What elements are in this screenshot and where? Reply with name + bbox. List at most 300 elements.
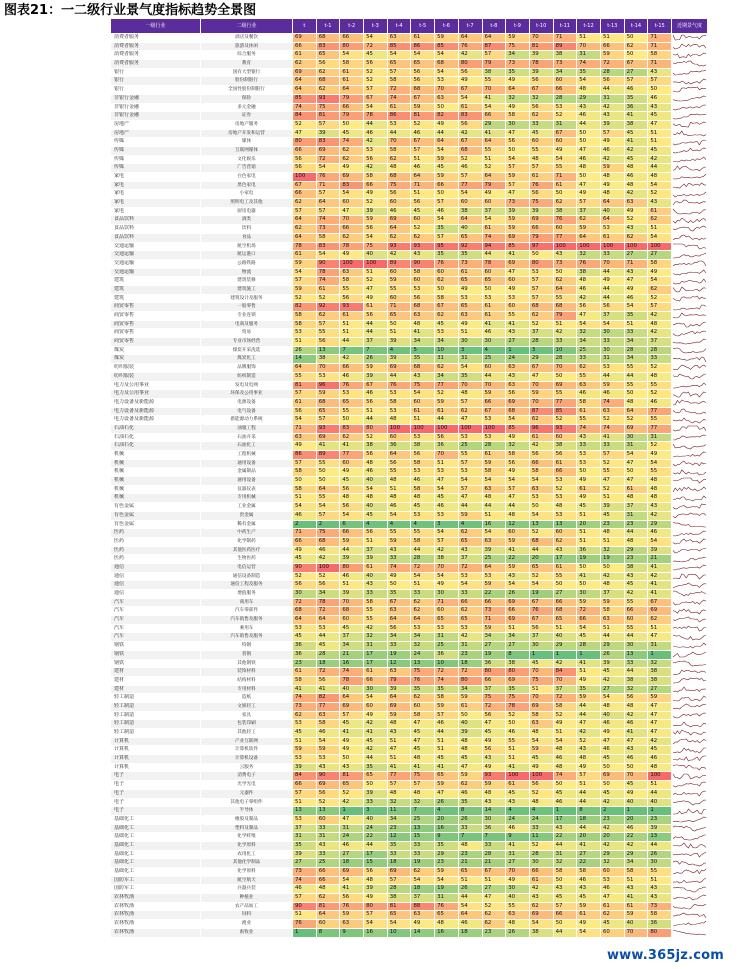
sparkline-line — [673, 782, 706, 787]
value-cell: 32 — [624, 685, 648, 694]
value-cell: 45 — [600, 668, 624, 677]
value-cell: 63 — [600, 616, 624, 625]
value-cell: 69 — [387, 364, 411, 373]
value-cell: 56 — [411, 199, 435, 208]
value-cell: 23 — [600, 815, 624, 824]
value-cell: 62 — [411, 694, 435, 703]
value-cell: 39 — [364, 555, 388, 564]
sparkline-line — [673, 105, 706, 110]
value-cell: 54 — [577, 624, 601, 633]
value-cell: 80 — [506, 668, 530, 677]
value-cell: 45 — [624, 155, 648, 164]
level1-industry: 电子 — [111, 789, 201, 798]
trend-sparkline — [672, 233, 708, 242]
value-cell: 93 — [387, 242, 411, 251]
value-cell: 31 — [458, 642, 482, 651]
value-cell: 26 — [293, 346, 317, 355]
value-cell: 90 — [293, 902, 317, 911]
value-cell: 72 — [600, 60, 624, 69]
value-cell: 36 — [387, 442, 411, 451]
table-row — [111, 164, 708, 173]
value-cell: 2 — [293, 520, 317, 529]
trend-sparkline — [672, 537, 708, 546]
value-cell: 43 — [506, 372, 530, 381]
value-cell: 26 — [600, 650, 624, 659]
value-cell: 81 — [293, 381, 317, 390]
trend-sparkline — [672, 807, 708, 816]
value-cell: 43 — [648, 199, 672, 208]
level1-industry: 轻工制造 — [111, 720, 201, 729]
value-cell: 62 — [482, 920, 506, 929]
value-cell: 29 — [600, 642, 624, 651]
value-cell: 58 — [293, 485, 317, 494]
value-cell: 84 — [553, 668, 577, 677]
value-cell: 76 — [577, 259, 601, 268]
value-cell: 74 — [435, 676, 459, 685]
value-cell: 25 — [482, 555, 506, 564]
table-row — [111, 590, 708, 599]
sparkline-line — [673, 61, 706, 66]
value-cell: 53 — [340, 390, 364, 399]
table-row — [111, 390, 708, 399]
level1-industry: 家电 — [111, 190, 201, 199]
value-cell: 36 — [577, 546, 601, 555]
value-cell: 18 — [577, 815, 601, 824]
value-cell: 31 — [648, 433, 672, 442]
value-cell: 57 — [387, 781, 411, 790]
value-cell: 55 — [624, 598, 648, 607]
value-cell: 46 — [577, 390, 601, 399]
value-cell: 57 — [340, 711, 364, 720]
value-cell: 64 — [387, 225, 411, 234]
value-cell: 1 — [577, 650, 601, 659]
value-cell: 33 — [411, 850, 435, 859]
value-cell: 3 — [364, 807, 388, 816]
value-cell: 25 — [411, 815, 435, 824]
value-cell: 75 — [316, 529, 340, 538]
value-cell: 23 — [648, 815, 672, 824]
value-cell: 63 — [435, 94, 459, 103]
value-cell: 54 — [316, 737, 340, 746]
value-cell: 46 — [411, 164, 435, 173]
value-cell: 53 — [482, 433, 506, 442]
value-cell: 52 — [482, 164, 506, 173]
value-cell: 51 — [648, 225, 672, 234]
sparkline-line — [673, 809, 706, 814]
value-cell: 85 — [506, 242, 530, 251]
value-cell: 52 — [529, 789, 553, 798]
value-cell: 51 — [482, 155, 506, 164]
value-cell: 37 — [482, 207, 506, 216]
trend-sparkline — [672, 199, 708, 208]
value-cell: 45 — [435, 494, 459, 503]
value-cell: 53 — [458, 624, 482, 633]
value-cell: 78 — [316, 598, 340, 607]
value-cell: 49 — [364, 190, 388, 199]
value-cell: 38 — [648, 668, 672, 677]
value-cell: 65 — [340, 781, 364, 790]
value-cell: 51 — [411, 155, 435, 164]
level1-industry: 建材 — [111, 668, 201, 677]
value-cell: 42 — [364, 624, 388, 633]
trend-sparkline — [672, 685, 708, 694]
value-cell: 58 — [340, 60, 364, 69]
value-cell: 72 — [293, 598, 317, 607]
trend-sparkline — [672, 529, 708, 538]
trend-sparkline — [672, 737, 708, 746]
value-cell: 69 — [529, 216, 553, 225]
sparkline-line — [673, 600, 706, 605]
value-cell: 31 — [553, 850, 577, 859]
value-cell: 25 — [482, 355, 506, 364]
sparkline-line — [673, 192, 706, 197]
value-cell: 58 — [648, 51, 672, 60]
value-cell: 62 — [435, 277, 459, 286]
value-cell: 49 — [458, 320, 482, 329]
value-cell: 50 — [648, 86, 672, 95]
sparkline-line — [673, 930, 706, 935]
level2-industry: 专业连锁 — [201, 312, 293, 321]
value-cell: 28 — [529, 850, 553, 859]
level2-industry: 贸易 — [201, 329, 293, 338]
value-cell: 31 — [293, 833, 317, 842]
value-cell: 19 — [577, 555, 601, 564]
value-cell: 63 — [529, 485, 553, 494]
value-cell: 61 — [387, 103, 411, 112]
value-cell: 18 — [340, 859, 364, 868]
value-cell: 33 — [458, 824, 482, 833]
value-cell: 48 — [411, 789, 435, 798]
value-cell: 49 — [340, 164, 364, 173]
value-cell: 60 — [506, 303, 530, 312]
level1-industry: 消费者服务 — [111, 51, 201, 60]
value-cell: 60 — [506, 277, 530, 286]
value-cell: 52 — [648, 294, 672, 303]
value-cell: 57 — [293, 894, 317, 903]
value-cell: 58 — [340, 277, 364, 286]
trend-sparkline — [672, 355, 708, 364]
value-cell: 67 — [529, 598, 553, 607]
value-cell: 68 — [316, 398, 340, 407]
value-cell: 38 — [435, 555, 459, 564]
table-row — [111, 173, 708, 182]
sparkline-line — [673, 617, 706, 622]
value-cell: 18 — [458, 928, 482, 937]
value-cell: 35 — [458, 798, 482, 807]
value-cell: 33 — [624, 329, 648, 338]
value-cell: 57 — [458, 459, 482, 468]
value-cell: 66 — [364, 181, 388, 190]
value-cell: 48 — [577, 86, 601, 95]
value-cell: 41 — [340, 729, 364, 738]
level1-industry: 医药 — [111, 555, 201, 564]
value-cell: 22 — [577, 859, 601, 868]
value-cell: 43 — [624, 746, 648, 755]
sparkline-line — [673, 261, 706, 266]
value-cell: 62 — [577, 216, 601, 225]
value-cell: 66 — [482, 598, 506, 607]
value-cell: 58 — [506, 451, 530, 460]
level1-industry: 商贸零售 — [111, 338, 201, 347]
value-cell: 44 — [600, 294, 624, 303]
trend-sparkline — [672, 103, 708, 112]
level1-industry: 电子 — [111, 781, 201, 790]
value-cell: 67 — [293, 181, 317, 190]
value-cell: 34 — [387, 633, 411, 642]
value-cell: 7 — [364, 346, 388, 355]
value-cell: 61 — [577, 911, 601, 920]
trend-sparkline — [672, 572, 708, 581]
value-cell: 50 — [482, 285, 506, 294]
value-cell: 53 — [435, 77, 459, 86]
value-cell: 48 — [577, 755, 601, 764]
value-cell: 41 — [600, 433, 624, 442]
value-cell: 70 — [387, 138, 411, 147]
value-cell: 43 — [624, 885, 648, 894]
value-cell: 86 — [293, 451, 317, 460]
sparkline-line — [673, 114, 706, 119]
value-cell: 54 — [340, 511, 364, 520]
value-cell: 46 — [411, 477, 435, 486]
trend-sparkline — [672, 364, 708, 373]
value-cell: 50 — [577, 138, 601, 147]
table-row — [111, 807, 708, 816]
value-cell: 48 — [553, 763, 577, 772]
table-row — [111, 876, 708, 885]
level2-industry: 中药生产 — [201, 529, 293, 538]
value-cell: 58 — [577, 398, 601, 407]
table-row — [111, 815, 708, 824]
value-cell: 78 — [482, 259, 506, 268]
value-cell: 42 — [648, 737, 672, 746]
value-cell: 29 — [624, 850, 648, 859]
value-cell: 28 — [482, 850, 506, 859]
sparkline-line — [673, 409, 706, 414]
value-cell: 20 — [577, 833, 601, 842]
value-cell: 53 — [458, 572, 482, 581]
value-cell: 64 — [316, 616, 340, 625]
value-cell: 76 — [529, 607, 553, 616]
value-cell: 35 — [624, 312, 648, 321]
value-cell: 4 — [364, 520, 388, 529]
value-cell: 58 — [316, 233, 340, 242]
value-cell: 42 — [364, 164, 388, 173]
value-cell: 93 — [411, 242, 435, 251]
value-cell: 45 — [600, 755, 624, 764]
value-cell: 56 — [529, 190, 553, 199]
trend-sparkline — [672, 781, 708, 790]
trend-sparkline — [672, 590, 708, 599]
value-cell: 41 — [387, 763, 411, 772]
trend-sparkline — [672, 68, 708, 77]
value-cell: 46 — [600, 146, 624, 155]
value-cell: 67 — [387, 598, 411, 607]
sparkline-line — [673, 583, 706, 588]
value-cell: 48 — [458, 390, 482, 399]
value-cell: 32 — [529, 94, 553, 103]
value-cell: 39 — [482, 546, 506, 555]
value-cell: 71 — [553, 34, 577, 43]
value-cell: 54 — [435, 572, 459, 581]
value-cell: 27 — [553, 590, 577, 599]
value-cell: 44 — [648, 789, 672, 798]
value-cell: 37 — [624, 503, 648, 512]
level1-industry: 钢铁 — [111, 642, 201, 651]
value-cell: 72 — [458, 668, 482, 677]
value-cell: 64 — [293, 216, 317, 225]
level1-industry: 计算机 — [111, 746, 201, 755]
value-cell: 41 — [624, 729, 648, 738]
value-cell: 81 — [316, 902, 340, 911]
value-cell: 66 — [293, 537, 317, 546]
value-cell: 56 — [364, 60, 388, 69]
value-cell: 1 — [624, 807, 648, 816]
value-cell: 62 — [293, 711, 317, 720]
value-cell: 46 — [577, 155, 601, 164]
value-cell: 33 — [316, 824, 340, 833]
value-cell: 46 — [340, 372, 364, 381]
value-cell: 54 — [340, 190, 364, 199]
value-cell: 56 — [529, 103, 553, 112]
value-cell: 28 — [577, 642, 601, 651]
value-cell: 44 — [435, 729, 459, 738]
value-cell: 43 — [387, 546, 411, 555]
value-cell: 57 — [600, 451, 624, 460]
value-cell: 49 — [506, 285, 530, 294]
value-cell: 24 — [506, 355, 530, 364]
value-cell: 52 — [364, 68, 388, 77]
sparkline-line — [673, 79, 706, 84]
value-cell: 52 — [553, 416, 577, 425]
value-cell: 75 — [482, 694, 506, 703]
value-cell: 34 — [506, 51, 530, 60]
level1-industry: 传媒 — [111, 146, 201, 155]
value-cell: 42 — [458, 129, 482, 138]
value-cell: 64 — [411, 616, 435, 625]
value-cell: 85 — [293, 94, 317, 103]
trend-sparkline — [672, 555, 708, 564]
value-cell: 52 — [458, 155, 482, 164]
value-cell: 61 — [293, 51, 317, 60]
value-cell: 35 — [411, 355, 435, 364]
value-cell: 41 — [316, 442, 340, 451]
trend-sparkline — [672, 424, 708, 433]
value-cell: 86 — [411, 42, 435, 51]
level2-industry: 金属制品 — [201, 468, 293, 477]
value-cell: 49 — [435, 120, 459, 129]
value-cell: 38 — [553, 207, 577, 216]
value-cell: 44 — [529, 546, 553, 555]
value-cell: 39 — [387, 338, 411, 347]
value-cell: 46 — [553, 755, 577, 764]
value-cell: 66 — [553, 598, 577, 607]
value-cell: 65 — [387, 911, 411, 920]
value-cell: 62 — [648, 285, 672, 294]
value-cell: 44 — [577, 789, 601, 798]
value-cell: 21 — [340, 650, 364, 659]
level2-industry: 化学纤维 — [201, 833, 293, 842]
value-cell: 58 — [364, 598, 388, 607]
table-row — [111, 94, 708, 103]
value-cell: 50 — [624, 468, 648, 477]
value-cell: 19 — [600, 555, 624, 564]
sparkline-line — [673, 548, 706, 553]
value-cell: 32 — [387, 798, 411, 807]
value-cell: 50 — [577, 563, 601, 572]
value-cell: 64 — [316, 199, 340, 208]
level1-industry: 食品饮料 — [111, 233, 201, 242]
value-cell: 66 — [293, 146, 317, 155]
value-cell: 51 — [577, 529, 601, 538]
value-cell: 45 — [553, 894, 577, 903]
value-cell: 48 — [364, 494, 388, 503]
trend-sparkline — [672, 763, 708, 772]
trend-sparkline — [672, 146, 708, 155]
value-cell: 60 — [435, 607, 459, 616]
value-cell: 38 — [553, 51, 577, 60]
value-cell: 39 — [364, 372, 388, 381]
sparkline-line — [673, 748, 706, 753]
value-cell: 62 — [293, 225, 317, 234]
value-cell: 28 — [553, 355, 577, 364]
value-cell: 30 — [577, 590, 601, 599]
value-cell: 55 — [340, 407, 364, 416]
value-cell: 33 — [411, 841, 435, 850]
value-cell: 56 — [482, 746, 506, 755]
value-cell: 25 — [458, 442, 482, 451]
value-cell: 8 — [577, 807, 601, 816]
value-cell: 50 — [577, 173, 601, 182]
level2-industry: 结构材料 — [201, 676, 293, 685]
value-cell: 66 — [482, 112, 506, 121]
trend-sparkline — [672, 398, 708, 407]
value-cell: 22 — [624, 833, 648, 842]
value-cell: 49 — [553, 146, 577, 155]
value-cell: 34 — [577, 338, 601, 347]
table-row — [111, 781, 708, 790]
value-cell: 54 — [529, 581, 553, 590]
value-cell: 28 — [411, 555, 435, 564]
value-cell: 7 — [458, 833, 482, 842]
value-cell: 32 — [600, 859, 624, 868]
value-cell: 53 — [293, 624, 317, 633]
value-cell: 36 — [293, 650, 317, 659]
value-cell: 69 — [506, 676, 530, 685]
value-cell: 60 — [506, 529, 530, 538]
value-cell: 66 — [435, 181, 459, 190]
value-cell: 7 — [340, 346, 364, 355]
value-cell: 16 — [435, 824, 459, 833]
level2-industry: 建筑装修 — [201, 277, 293, 286]
value-cell: 50 — [387, 320, 411, 329]
value-cell: 47 — [600, 894, 624, 903]
trend-sparkline — [672, 216, 708, 225]
value-cell: 51 — [387, 755, 411, 764]
value-cell: 36 — [482, 659, 506, 668]
value-cell: 61 — [316, 285, 340, 294]
value-cell: 1 — [293, 928, 317, 937]
value-cell: 80 — [482, 668, 506, 677]
level2-industry: 通用设备 — [201, 477, 293, 486]
level1-industry: 电力设备及新能源 — [111, 407, 201, 416]
value-cell: 58 — [293, 312, 317, 321]
level1-industry: 房地产 — [111, 120, 201, 129]
level2-industry: 种植业 — [201, 894, 293, 903]
value-cell: 45 — [600, 789, 624, 798]
sparkline-line — [673, 843, 706, 848]
level1-industry: 传媒 — [111, 155, 201, 164]
value-cell: 59 — [506, 216, 530, 225]
